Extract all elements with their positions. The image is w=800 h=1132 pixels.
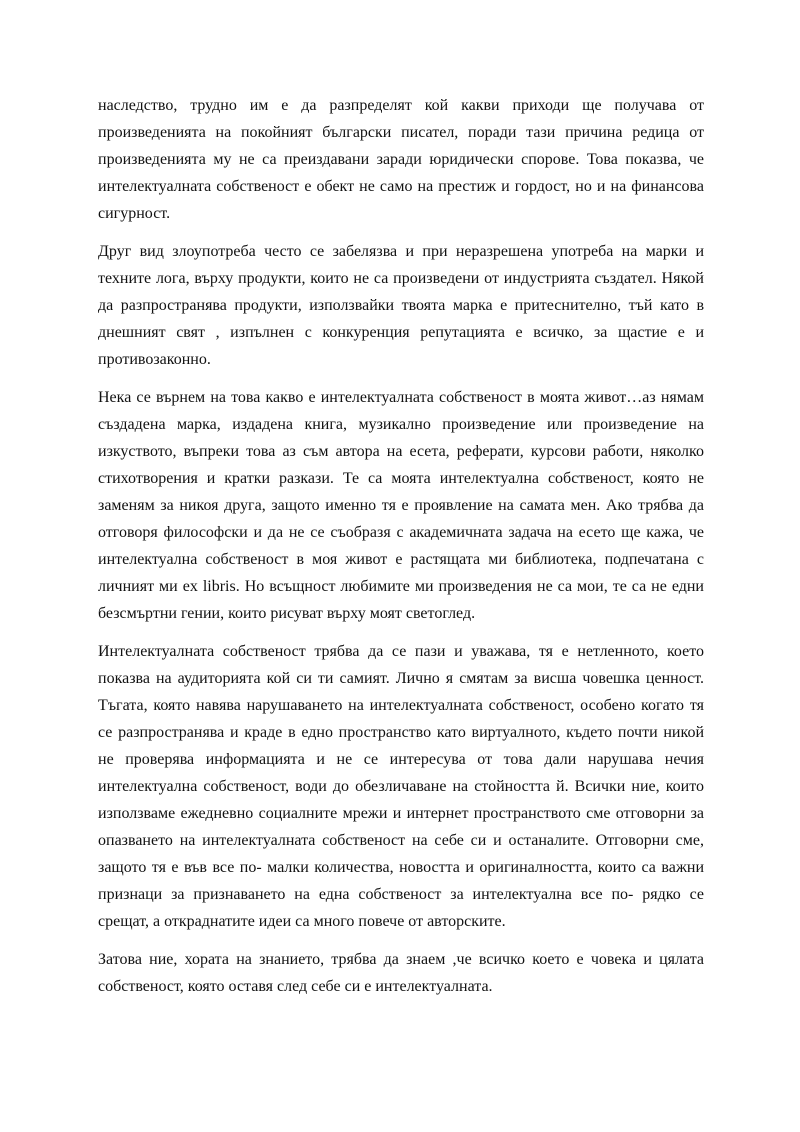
paragraph-3: Нека се върнем на това какво е интелектуалната собственост в моята живот…аз нямам създадена марка, издадена книга, музикално произведение или произведение на изкуството, въпреки това аз съм автора на есета, реферати, курсови работи, няколко стихотворения и кратки разкази. Те са моята интелектуална собственост, която не заменям за никоя друга, защото именно тя е проявление на самата мен. Ако трябва да отговоря философски и да не се съобразя с академичната задача на есето ще кажа, че интелектуална собственост в моя живот е растящата ми библиотека, подпечатана с личният ми ex libris. Но всъщност любимите ми произведения не са мои, те са не едни безсмъртни гении, които рисуват върху моят светоглед. (98, 389, 704, 622)
paragraph-1: наследство, трудно им е да разпределят кой какви приходи ще получава от произведенията на покойният български писател, поради тази причина редица от произведенията му не са преиздавани заради юридически спорове. Това показва, че интелектуалната собственост е обект не само на престиж и гордост, но и на финансова сигурност. (98, 97, 704, 222)
paragraph-5: Затова ние, хората на знанието, трябва да знаем ,че всичко което е човека и цялата собственост, която оставя след себе си е интелектуалната. (98, 951, 704, 995)
document-body (98, 92, 704, 1011)
paragraph-4: Интелектуалната собственост трябва да се пази и уважава, тя е нетленното, което показва на аудиторията кой си ти самият. Лично я смятам за висша човешка ценност. Тъгата, която навява нарушаването на интелектуалната собственост, особено когато тя се разпространява и краде в едно пространство като виртуалното, където почти никой не проверява информацията и не се интересува от това дали нарушава нечия интелектуална собственост, води до обезличаване на стойността й. Всички ние, които използваме ежедневно социалните мрежи и интернет пространството сме отговорни за опазването на интелектуалната собственост на себе си и останалите. Отговорни сме, защото тя е във все по- малки количества, новостта и оригиналността, които са важни признаци за признаването на една собственост за интелектуална все по- рядко се срещат, а откраднатите идеи са много повече от авторските. (98, 643, 704, 930)
paragraph-2: Друг вид злоупотреба често се забелязва и при неразрешена употреба на марки и техните лога, върху продукти, които не са произведени от индустрията създател. Някой да разпространява продукти, използвайки твоята марка е притеснително, тъй като в днешният свят , изпълнен с конкуренция репутацията е всичко, за щастие е и противозаконно. (98, 243, 704, 368)
